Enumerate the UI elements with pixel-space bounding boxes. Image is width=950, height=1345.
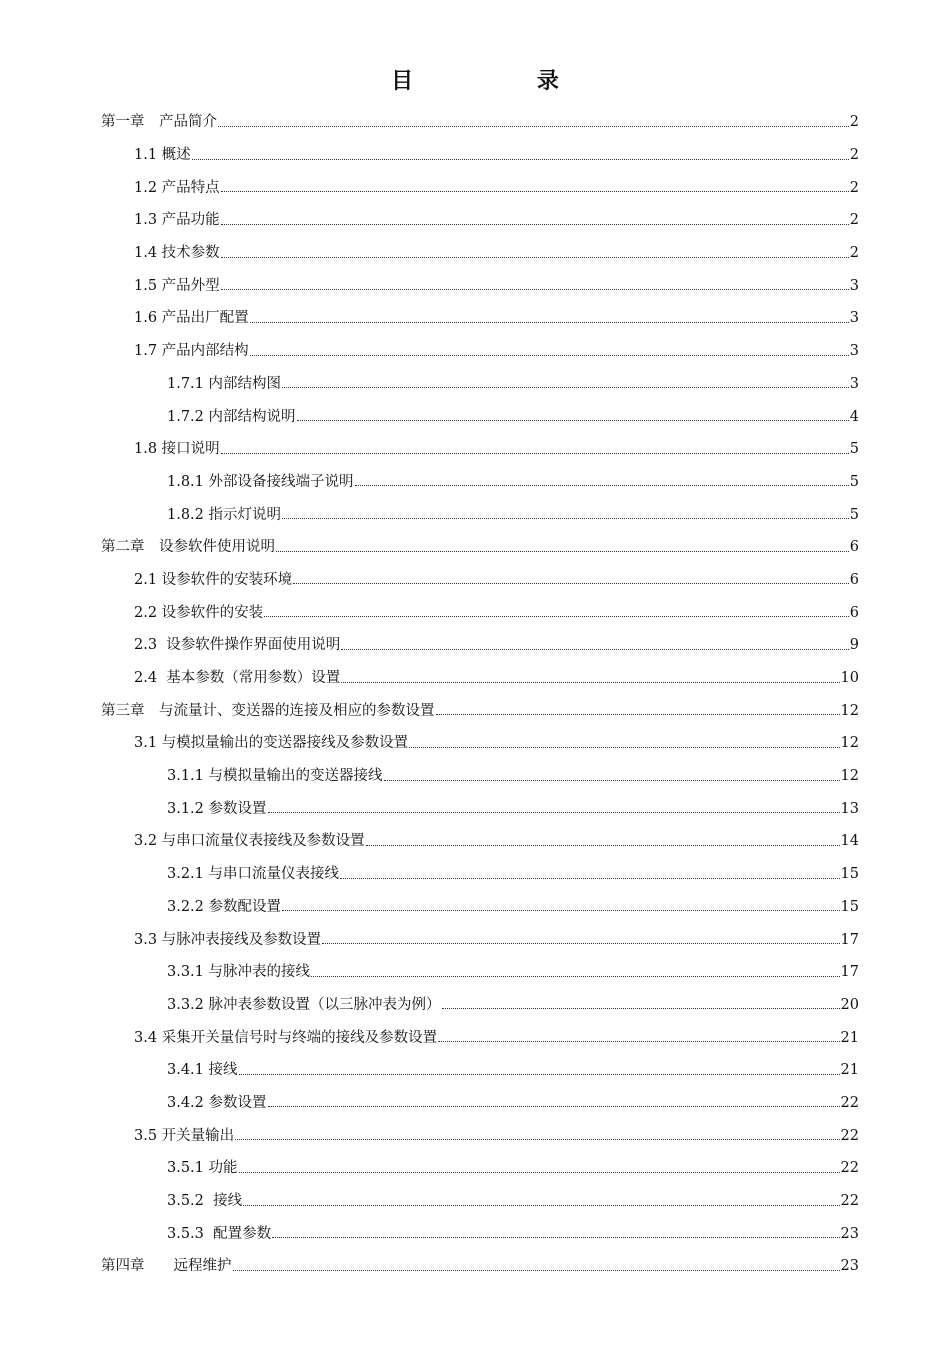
toc-entry-page-number: 2 — [849, 212, 859, 229]
toc-entry-label: 3.5.1 功能 — [167, 1160, 238, 1177]
toc-entry-label: 3.5 开关量输出 — [134, 1127, 235, 1144]
toc-entry-label: 第一章 产品简介 — [101, 114, 217, 131]
toc-dot-leader — [268, 1105, 840, 1107]
toc-dot-leader — [221, 256, 849, 258]
toc-entry-page-number: 12 — [840, 768, 859, 785]
toc-dot-leader — [264, 615, 849, 617]
toc-entry-page-number: 22 — [840, 1160, 859, 1177]
toc-dot-leader — [438, 1040, 839, 1042]
toc-entry-page-number: 5 — [849, 473, 859, 490]
toc-entry[interactable] — [134, 662, 859, 695]
toc-dot-leader — [243, 1204, 839, 1206]
toc-entry-label: 3.1 与模拟量输出的变送器接线及参数设置 — [134, 735, 409, 752]
toc-entry-page-number: 3 — [849, 343, 859, 360]
toc-entry-page-number: 3 — [849, 310, 859, 327]
toc-entry[interactable] — [167, 1152, 859, 1185]
toc-entry-page-number: 15 — [840, 898, 859, 915]
toc-entry-label: 1.7.2 内部结构说明 — [167, 408, 296, 425]
toc-entry-page-number: 3 — [849, 375, 859, 392]
toc-list — [0, 106, 950, 1283]
toc-entry-label: 2.1 设参软件的安装环境 — [134, 571, 293, 588]
toc-entry-label: 3.3 与脉冲表接线及参数设置 — [134, 931, 322, 948]
toc-entry[interactable] — [134, 237, 859, 270]
toc-entry-label: 3.2.2 参数配设置 — [167, 898, 282, 915]
toc-entry[interactable] — [134, 204, 859, 237]
toc-dot-leader — [276, 550, 849, 552]
toc-dot-leader — [341, 648, 848, 650]
toc-entry[interactable] — [101, 694, 859, 727]
toc-entry-label: 1.8 接口说明 — [134, 441, 220, 458]
toc-dot-leader — [192, 158, 849, 160]
toc-entry-page-number: 21 — [840, 1062, 859, 1079]
toc-entry-label: 1.2 产品特点 — [134, 179, 220, 196]
toc-dot-leader — [340, 877, 840, 879]
toc-dot-leader — [282, 517, 849, 519]
toc-dot-leader — [239, 1171, 840, 1173]
toc-entry-page-number: 12 — [840, 702, 859, 719]
toc-entry-label: 3.1.2 参数设置 — [167, 800, 267, 817]
toc-entry-page-number: 10 — [840, 670, 859, 687]
toc-entry[interactable] — [134, 1119, 859, 1152]
toc-entry-page-number: 4 — [849, 408, 859, 425]
toc-title: 目 录 — [391, 69, 617, 94]
toc-entry[interactable] — [134, 335, 859, 368]
toc-dot-leader — [282, 386, 849, 388]
toc-entry[interactable] — [167, 1087, 859, 1120]
toc-entry-label: 2.3 设参软件操作界面使用说明 — [134, 637, 341, 654]
toc-dot-leader — [221, 288, 849, 290]
toc-entry[interactable] — [134, 139, 859, 172]
toc-entry-page-number: 3 — [849, 277, 859, 294]
toc-entry-page-number: 17 — [840, 964, 859, 981]
toc-entry-page-number: 22 — [840, 1127, 859, 1144]
toc-entry[interactable] — [167, 792, 859, 825]
toc-entry-page-number: 12 — [840, 735, 859, 752]
toc-entry-label: 1.3 产品功能 — [134, 212, 220, 229]
toc-entry[interactable] — [134, 564, 859, 597]
toc-entry-label: 1.6 产品出厂配置 — [134, 310, 249, 327]
toc-entry-label: 3.5.3 配置参数 — [167, 1225, 272, 1242]
toc-dot-leader — [384, 779, 840, 781]
toc-entry[interactable] — [134, 727, 859, 760]
toc-entry-label: 第四章 远程维护 — [101, 1258, 232, 1275]
toc-entry-label: 3.3.1 与脉冲表的接线 — [167, 964, 311, 981]
toc-dot-leader — [268, 811, 840, 813]
toc-entry-page-number: 23 — [840, 1258, 859, 1275]
toc-entry-page-number: 6 — [849, 571, 859, 588]
toc-entry[interactable] — [134, 923, 859, 956]
toc-entry[interactable] — [167, 956, 859, 989]
toc-dot-leader — [233, 1269, 840, 1271]
toc-dot-leader — [436, 713, 840, 715]
toc-entry[interactable] — [101, 1250, 859, 1283]
toc-entry[interactable] — [167, 1185, 859, 1218]
toc-entry-label: 第三章 与流量计、变送器的连接及相应的参数设置 — [101, 702, 435, 719]
toc-entry-page-number: 22 — [840, 1193, 859, 1210]
toc-entry-label: 3.2.1 与串口流量仪表接线 — [167, 866, 340, 883]
toc-dot-leader — [235, 1138, 839, 1140]
toc-entry[interactable] — [134, 433, 859, 466]
toc-entry-page-number: 6 — [849, 604, 859, 621]
toc-dot-leader — [297, 419, 849, 421]
toc-entry[interactable] — [167, 760, 859, 793]
toc-entry[interactable] — [134, 629, 859, 662]
toc-entry[interactable] — [167, 466, 859, 499]
toc-dot-leader — [355, 484, 849, 486]
toc-entry-label: 第二章 设参软件使用说明 — [101, 539, 275, 556]
toc-dot-leader — [341, 681, 839, 683]
toc-dot-leader — [221, 190, 849, 192]
toc-entry-label: 3.4.2 参数设置 — [167, 1094, 267, 1111]
toc-entry-page-number: 9 — [849, 637, 859, 654]
toc-entry-label: 3.5.2 接线 — [167, 1193, 243, 1210]
toc-entry[interactable] — [167, 498, 859, 531]
toc-entry-page-number: 13 — [840, 800, 859, 817]
toc-entry-label: 3.4 采集开关量信号时与终端的接线及参数设置 — [134, 1029, 438, 1046]
toc-entry[interactable] — [134, 302, 859, 335]
toc-dot-leader — [366, 844, 840, 846]
toc-dot-leader — [218, 125, 849, 127]
toc-entry-page-number: 20 — [840, 996, 859, 1013]
toc-entry[interactable] — [167, 1054, 859, 1087]
toc-dot-leader — [221, 223, 849, 225]
toc-entry[interactable] — [167, 989, 859, 1022]
toc-entry-label: 1.1 概述 — [134, 147, 191, 164]
toc-entry-label: 1.4 技术参数 — [134, 245, 220, 262]
toc-entry[interactable] — [134, 269, 859, 302]
toc-entry-page-number: 2 — [849, 179, 859, 196]
toc-dot-leader — [409, 746, 839, 748]
toc-entry-label: 1.8.1 外部设备接线端子说明 — [167, 473, 354, 490]
toc-entry-label: 3.1.1 与模拟量输出的变送器接线 — [167, 768, 383, 785]
toc-dot-leader — [250, 321, 849, 323]
toc-entry-label: 2.2 设参软件的安装 — [134, 604, 264, 621]
toc-entry-page-number: 23 — [840, 1225, 859, 1242]
toc-entry[interactable] — [167, 400, 859, 433]
toc-entry[interactable] — [134, 1021, 859, 1054]
toc-entry[interactable] — [101, 106, 859, 139]
toc-entry-page-number: 14 — [840, 833, 859, 850]
toc-dot-leader — [250, 354, 849, 356]
toc-dot-leader — [221, 452, 849, 454]
toc-entry[interactable] — [134, 596, 859, 629]
toc-entry[interactable] — [167, 1217, 859, 1250]
toc-entry-label: 1.8.2 指示灯说明 — [167, 506, 282, 523]
toc-entry-page-number: 2 — [849, 245, 859, 262]
toc-entry[interactable] — [134, 825, 859, 858]
toc-entry-label: 2.4 基本参数（常用参数）设置 — [134, 670, 341, 687]
toc-entry-page-number: 22 — [840, 1094, 859, 1111]
toc-dot-leader — [272, 1236, 839, 1238]
toc-entry-label: 1.7.1 内部结构图 — [167, 375, 282, 392]
toc-entry-page-number: 17 — [840, 931, 859, 948]
toc-entry-page-number: 2 — [849, 147, 859, 164]
toc-entry[interactable] — [101, 531, 859, 564]
toc-entry[interactable] — [167, 891, 859, 924]
toc-entry-page-number: 5 — [849, 441, 859, 458]
toc-dot-leader — [282, 909, 840, 911]
toc-dot-leader — [239, 1073, 840, 1075]
toc-entry[interactable] — [167, 858, 859, 891]
toc-entry-page-number: 5 — [849, 506, 859, 523]
toc-entry-label: 1.7 产品内部结构 — [134, 343, 249, 360]
toc-dot-leader — [311, 975, 840, 977]
toc-entry-label: 3.4.1 接线 — [167, 1062, 238, 1079]
toc-entry-page-number: 6 — [849, 539, 859, 556]
toc-dot-leader — [442, 1007, 840, 1009]
toc-dot-leader — [293, 582, 849, 584]
toc-entry-label: 3.2 与串口流量仪表接线及参数设置 — [134, 833, 365, 850]
toc-entry-page-number: 15 — [840, 866, 859, 883]
toc-entry[interactable] — [167, 368, 859, 401]
toc-dot-leader — [322, 942, 839, 944]
toc-entry[interactable] — [134, 171, 859, 204]
toc-entry-label: 1.5 产品外型 — [134, 277, 220, 294]
toc-entry-page-number: 2 — [849, 114, 859, 131]
toc-entry-label: 3.3.2 脉冲表参数设置（以三脉冲表为例） — [167, 996, 441, 1013]
toc-entry-page-number: 21 — [840, 1029, 859, 1046]
